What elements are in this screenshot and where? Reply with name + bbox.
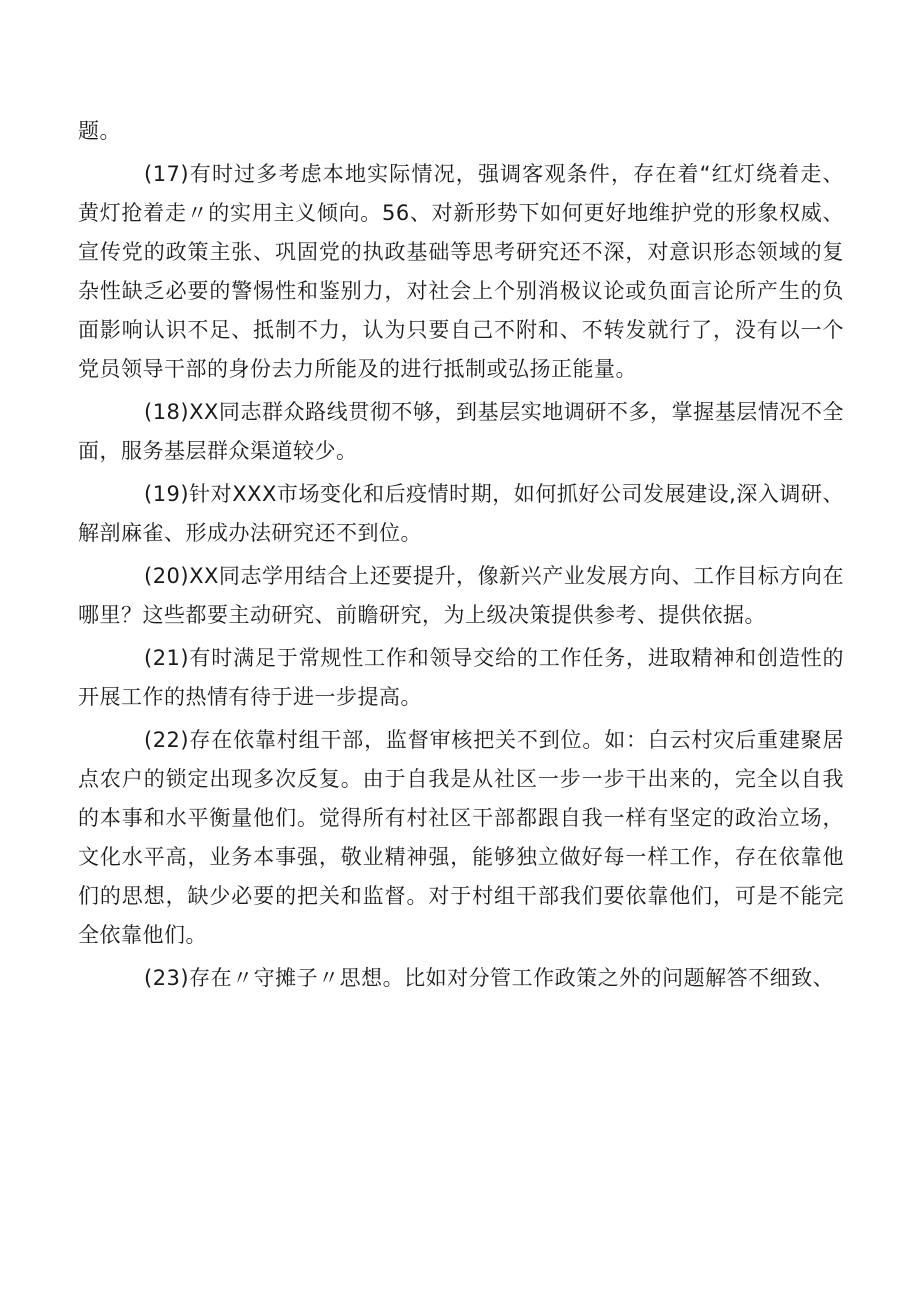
paragraph-21: (21)有时满足于常规性工作和领导交给的工作任务，进取精神和创造性的开展工作的热情有待于进一步提高。 xyxy=(78,646,844,709)
paragraph-continuation: 题。 xyxy=(78,119,121,143)
paragraph-19: (19)针对XXX市场变化和后疫情时期，如何抓好公司发展建设,深入调研、解剖麻雀、形成办法研究还不到位。 xyxy=(78,482,844,545)
document-body xyxy=(78,112,844,998)
paragraph-20: (20)XX同志学用结合上还要提升，像新兴产业发展方向、工作目标方向在哪里？这些都要主动研究、前瞻研究，为上级决策提供参考、提供依据。 xyxy=(78,564,844,627)
paragraph-18: (18)XX同志群众路线贯彻不够，到基层实地调研不多，掌握基层情况不全面，服务基层群众渠道较少。 xyxy=(78,400,844,463)
paragraph-17: (17)有时过多考虑本地实际情况，强调客观条件，存在着“红灯绕着走、黄灯抢着走〃的实用主义倾向。56、对新形势下如何更好地维护党的形象权威、宣传党的政策主张、巩固党的执政基础等思考研究还不深，对意识形态领域的复杂性缺乏必要的警惕性和鉴别力，对社会上个别消极议论或负面言论所产生的负面影响认识不足、抵制不力，认为只要自己不附和、不转发就行了，没有以一个党员领导干部的身份去力所能及的进行抵制或弘扬正能量。 xyxy=(78,162,844,381)
paragraph-23: (23)存在〃守摊子〃思想。比如对分管工作政策之外的问题解答不细致、 xyxy=(144,966,835,990)
paragraph-22: (22)存在依靠村组干部，监督审核把关不到位。如：白云村灾后重建聚居点农户的锁定出现多次反复。由于自我是从社区一步一步干出来的，完全以自我的本事和水平衡量他们。觉得所有村社区干部都跟自我一样有坚定的政治立场，文化水平高，业务本事强，敬业精神强，能够独立做好每一样工作，存在依靠他们的思想，缺少必要的把关和监督。对于村组干部我们要依靠他们，可是不能完全依靠他们。 xyxy=(78,728,844,947)
